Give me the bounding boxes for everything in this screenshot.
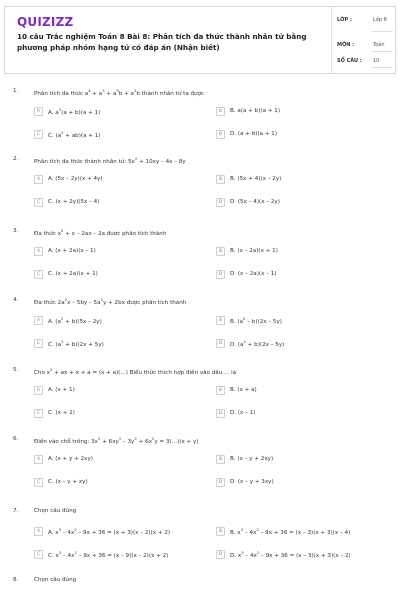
question-text: Phân tích đa thức thành nhân tử: $5x^2 + 10xy - 4x - 8y$ [34,156,186,165]
option-text: C. (x + 2a)(x + 1) [48,271,98,277]
class-underline [371,31,393,32]
option-letter-box: C [34,339,43,348]
question-number: 1. [13,88,19,94]
option-letter-box: D [216,478,225,487]
question-text: Chọn câu đúng [34,577,77,583]
option-d[interactable] [216,196,280,208]
question-text: Chọn câu đúng [34,508,77,514]
option-text: C. $(a^2 + b)(2x + 5y)$ [48,338,104,348]
option-letter-box: B [216,107,225,116]
option-text: D. (x – y + 3xy) [230,479,274,485]
question-number: 3. [13,228,19,234]
option-text: B. (x + a) [230,387,257,393]
option-text: A. $x^3 - 4x^2 - 9x + 36 = (x + 3)(x - 2)(x + 2)$ [48,526,171,536]
question-number: 8. [13,577,19,583]
question-text: Đa thức $x^2 + x - 2ax - 2a$ được phân tích thành [34,228,167,237]
option-d[interactable] [216,548,351,560]
option-text: A. (x + 1) [48,387,75,393]
option-text: A. $a^2(a + b)(a + 1)$ [48,106,101,116]
option-b[interactable] [216,314,282,326]
option-text: D. (5x – 4)(x – 2y) [230,199,280,205]
option-text: C. (x + 2y)(5x – 4) [48,199,100,205]
option-text: D. (x – 1) [230,410,256,416]
subject-underline [371,51,393,52]
option-b[interactable] [216,384,257,396]
option-text: C. $x^3 - 4x^2 - 9x + 36 = (x - 9)(x - 2)(x + 2)$ [48,549,169,559]
quiz-title: 10 câu Trắc nghiệm Toán 8 Bài 8: Phân tích đa thức thành nhân tử bằng phương pháp nhóm hạng tử có đáp án (Nhận biết) [17,32,307,52]
option-text: B. (x – 2a)(x + 1) [230,248,278,254]
option-letter-box: D [216,409,225,418]
count-label: SỐ CÂU : [337,58,362,64]
option-letter-box: B [216,175,225,184]
option-letter-box: A [34,316,43,325]
option-c[interactable] [34,268,98,280]
option-b[interactable] [216,173,281,185]
option-a[interactable] [34,105,100,117]
option-letter-box: B [216,247,225,256]
question-text: Cho $x^2$ + ax + x + a = (x + a)(...) Biểu thức thích hợp điền vào dấu ... là [34,367,237,376]
option-letter-box: C [34,130,43,139]
option-text: C. (x + 2) [48,410,75,416]
option-a[interactable] [34,384,75,396]
option-d[interactable] [216,407,255,419]
class-label: LỚP : [337,17,352,23]
meta-divider [331,7,332,73]
option-text: B. $x^3 - 4x^2 - 9x + 36 = (x - 3)(x + 3)(x - 4)$ [230,526,351,536]
option-text: D. $(a^2 + b)(2x - 5y)$ [230,338,285,348]
option-letter-box: D [216,270,225,279]
option-letter-box: A [34,107,43,116]
option-letter-box: C [34,198,43,207]
option-c[interactable] [34,407,75,419]
count-underline [371,67,393,68]
option-a[interactable] [34,453,93,465]
subject-value: Toán [373,42,385,48]
option-text: B. $(a^2 - b)(2x - 5y)$ [230,315,282,325]
option-c[interactable] [34,548,168,560]
option-letter-box: A [34,455,43,464]
option-d[interactable] [216,337,284,349]
option-text: B. (x – y + 2xy) [230,456,274,462]
option-a[interactable] [34,173,103,185]
option-b[interactable] [216,453,273,465]
question-number: 7. [13,508,19,514]
class-value: Lớp 8 [373,17,387,23]
option-letter-box: A [34,386,43,395]
option-letter-box: A [34,527,43,536]
option-letter-box: B [216,527,225,536]
subject-label: MÔN : [337,42,355,48]
option-c[interactable] [34,476,88,488]
option-c[interactable] [34,337,104,349]
option-text: A. $(a^2 + b)(5x - 2y)$ [48,315,102,325]
option-d[interactable] [216,476,274,488]
option-text: C. (x – y + xy) [48,479,88,485]
question-number: 2. [13,156,19,162]
option-text: B. (5x + 4)(x – 2y) [230,176,282,182]
count-value: 10 [373,58,380,64]
option-text: D. (x – 2a)(x – 1) [230,271,277,277]
question-number: 6. [13,436,19,442]
option-text: A. (x + y + 2xy) [48,456,93,462]
option-letter-box: B [216,455,225,464]
option-d[interactable] [216,128,277,140]
option-text: C. $(a^2 + ab)(a + 1)$ [48,129,101,139]
option-letter-box: C [34,550,43,559]
option-b[interactable] [216,245,278,257]
option-letter-box: D [216,550,225,559]
option-letter-box: C [34,409,43,418]
question-text: Phân tích đa thức $a^4 + a^3 + a^3b + a^2b$ thành nhân tử ta được [34,88,205,97]
option-letter-box: A [34,247,43,256]
option-letter-box: B [216,386,225,395]
option-letter-box: D [216,130,225,139]
option-d[interactable] [216,268,276,280]
option-letter-box: C [34,270,43,279]
option-letter-box: D [216,198,225,207]
option-a[interactable] [34,245,96,257]
option-c[interactable] [34,196,99,208]
option-text: D. (a + b)(a + 1) [230,131,278,137]
option-letter-box: C [34,478,43,487]
option-text: D. $x^3 - 4x^2 - 9x + 36 = (x - 3)(x + 3)(x - 2)$ [230,549,351,559]
option-b[interactable] [216,525,350,537]
question-text: Điền vào chỗ trống: $3x^2 + 6xy^2 - 3y^2 + 6x^2y = 3(...)(x + y)$ [34,436,199,445]
quizizz-logo: QUIZIZZ [17,15,74,29]
option-text: B. a(a + b)(a + 1) [230,108,281,114]
option-b[interactable] [216,105,280,117]
option-letter-box: A [34,175,43,184]
option-a[interactable] [34,525,170,537]
option-text: A. (5x – 2y)(x + 4y) [48,176,103,182]
question-number: 5. [13,367,19,373]
option-letter-box: D [216,339,225,348]
option-c[interactable] [34,128,101,140]
option-letter-box: B [216,316,225,325]
option-text: A. (x + 2a)(x – 1) [48,248,96,254]
quiz-header [4,6,396,74]
question-number: 4. [13,297,19,303]
question-text: Đa thức $2a^2x - 5by - 5a^2y + 2bx$ được phân tích thành [34,297,187,306]
option-a[interactable] [34,314,102,326]
